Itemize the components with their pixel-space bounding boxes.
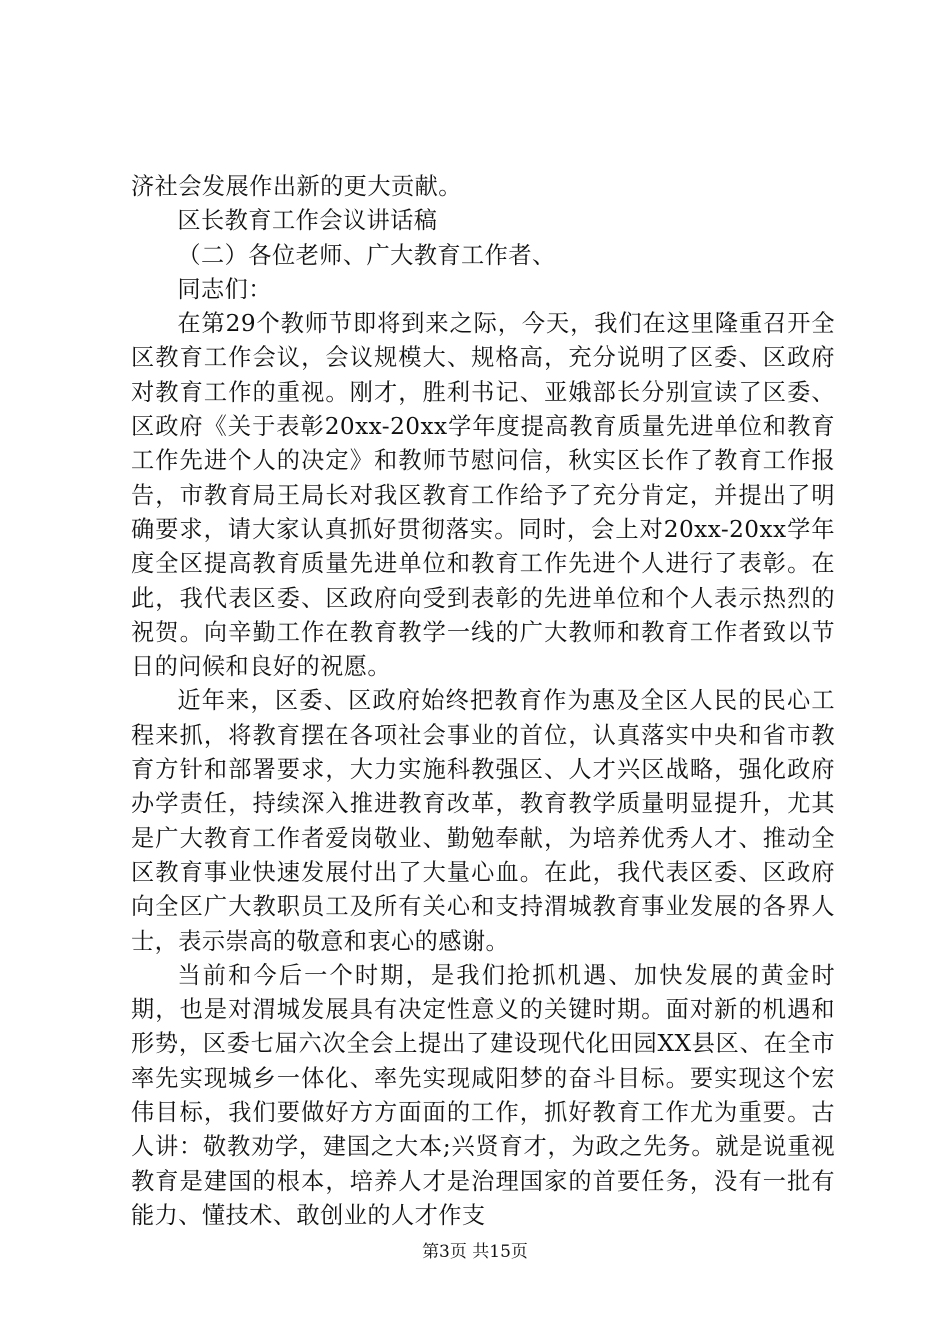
paragraph: 近年来，区委、区政府始终把教育作为惠及全区人民的民心工程来抓，将教育摆在各项社会事业的首位，认真落实中央和省市教育方针和部署要求，大力实施科教强区、人才兴区战略，强化政府办学责任，持续深入推进教育改革，教育教学质量明显提升，尤其是广大教育工作者爱岗敬业、勤勉奉献，为培养优秀人才、推动全区教育事业快速发展付出了大量心血。在此，我代表区委、区政府向全区广大教职员工及所有关心和支持渭城教育事业发展的各界人士，表示崇高的敬意和衷心的感谢。: [131, 687, 835, 955]
document-title: 区长教育工作会议讲话稿: [177, 207, 438, 235]
paragraph-continuation: 济社会发展作出新的更大贡献。: [131, 173, 462, 200]
paragraph: 在第29个教师节即将到来之际，今天，我们在这里隆重召开全区教育工作会议，会议规模大、规格高，充分说明了区委、区政府对教育工作的重视。刚才，胜利书记、亚娥部长分别宣读了区委、区政府《关于表彰20xx-20xx学年度提高教育质量先进单位和教育工作先进个人的决定》和教师节慰问信，秋实区长作了教育工作报告，市教育局王局长对我区教育工作给予了充分肯定，并提出了明确要求，请大家认真抓好贯彻落实。同时，会上对20xx-20xx学年度全区提高教育质量先进单位和教育工作先进个人进行了表彰。在此，我代表区委、区政府向受到表彰的先进单位和个人表示热烈的祝贺。向辛勤工作在教育教学一线的广大教师和教育工作者致以节日的问候和良好的祝愿。: [131, 310, 835, 681]
document-body: [131, 170, 835, 1233]
page-number: 第3页 共15页: [422, 1242, 528, 1262]
page-footer: [0, 1241, 950, 1263]
salutation-line-2: 同志们：: [177, 275, 272, 303]
paragraph: 当前和今后一个时期，是我们抢抓机遇、加快发展的黄金时期，也是对渭城发展具有决定性意义的关键时期。面对新的机遇和形势，区委七届六次全会上提出了建设现代化田园XX县区、在全市率先实现城乡一体化、率先实现咸阳梦的奋斗目标。要实现这个宏伟目标，我们要做好方方面面的工作，抓好教育工作尤为重要。古人讲：敬教劝学，建国之大本;兴贤育才，为政之先务。就是说重视教育是建国的根本，培养人才是治理国家的首要任务，没有一批有能力、懂技术、敢创业的人才作支: [131, 961, 835, 1229]
salutation-line-1: （二）各位老师、广大教育工作者、: [177, 241, 556, 269]
